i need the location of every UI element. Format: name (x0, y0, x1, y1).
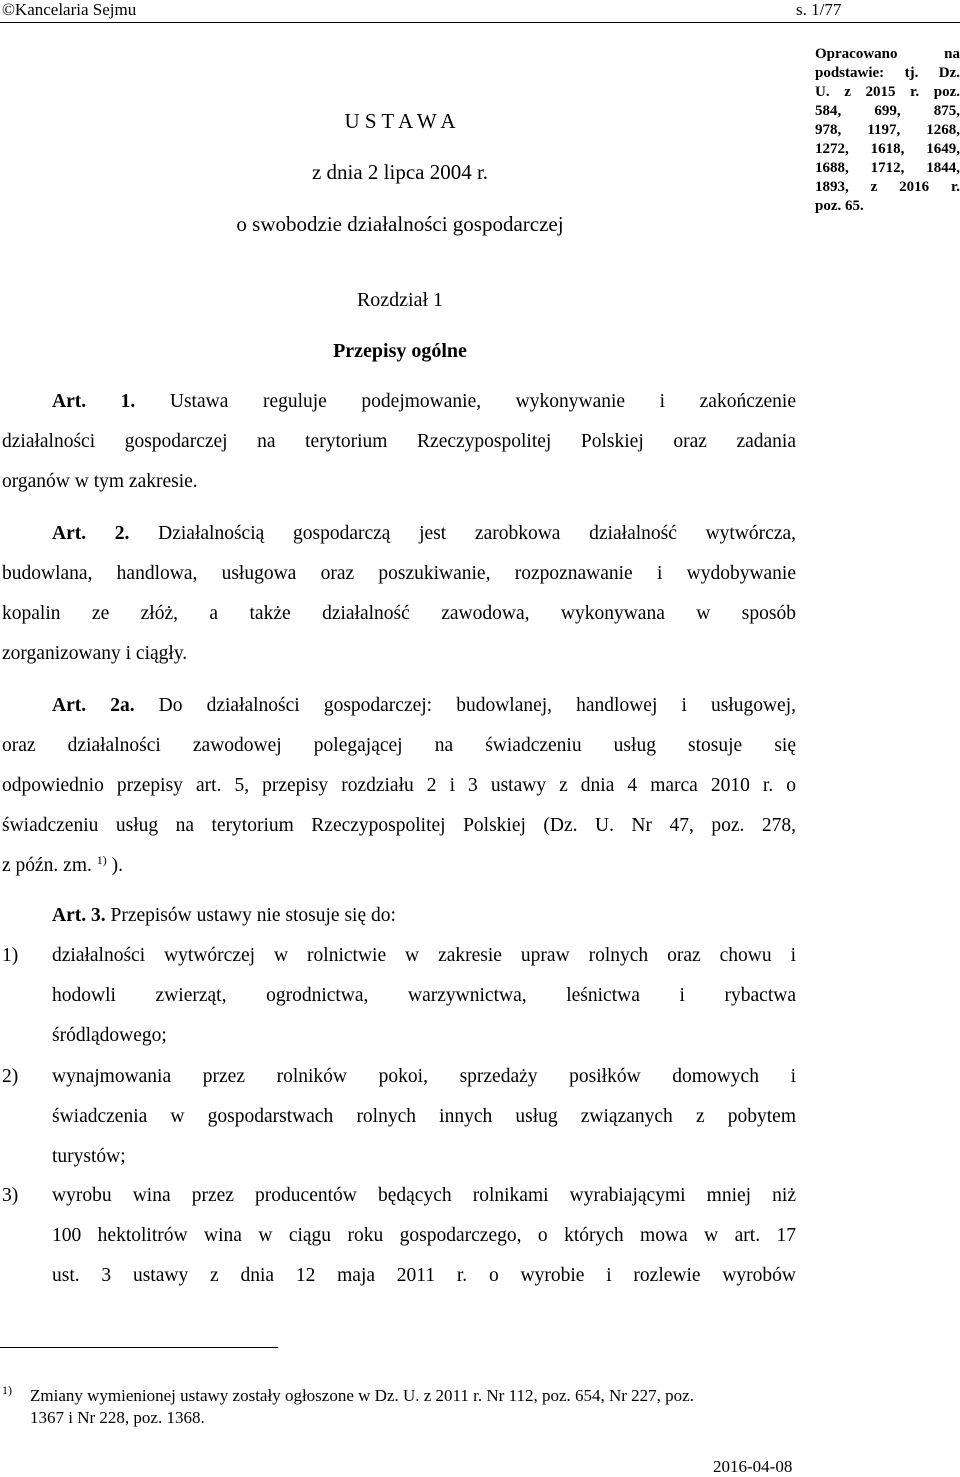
article-1-line: organów w tym zakresie. (2, 471, 198, 492)
article-2a-line: Art. 2a. Do działalności gospodarczej: budowlanej, handlowej i usługowej, (52, 695, 796, 716)
list-item-line: turystów; (52, 1146, 126, 1167)
chapter-number: Rozdział 1 (356, 289, 444, 311)
article-3-intro: Art. 3. Przepisów ustawy nie stosuje się do: (52, 905, 396, 926)
article-2a-line: oraz działalności zawodowej polegającej na świadczeniu usług stosuje się (2, 735, 796, 756)
article-2a-line: z późn. zm. $^{1)}$ ). (2, 853, 124, 876)
article-2a-label: Art. 2a. (52, 695, 135, 716)
list-item-number: 3) (2, 1185, 19, 1206)
note-line: 1272, 1618, 1649, (815, 141, 960, 157)
list-item-line: działalności wytwórczej w rolnictwie w zakresie upraw rolnych oraz chowu i (52, 945, 796, 966)
article-2-line: budowlana, handlowa, usługowa oraz poszukiwanie, rozpoznawanie i wydobywanie (2, 563, 796, 584)
footnote-line: 1367 i Nr 228, poz. 1368. (30, 1408, 205, 1427)
article-1-label: Art. 1. (52, 391, 136, 412)
header-source: ©Kancelaria Sejmu (2, 0, 137, 19)
note-line: poz. 65. (815, 198, 864, 214)
article-1-line: działalności gospodarczej na terytorium Rzeczypospolitej Polskiej oraz zadania (2, 431, 796, 452)
list-item-line: wynajmowania przez rolników pokoi, sprzedaży posiłków domowych i (52, 1066, 796, 1087)
header-divider (0, 22, 960, 23)
footnote-mark: 1) (2, 1383, 12, 1397)
act-subject: o swobodzie działalności gospodarczej (236, 212, 564, 236)
article-2a-line: świadczeniu usług na terytorium Rzeczypospolitej Polskiej (Dz. U. Nr 47, poz. 278, (2, 815, 796, 836)
footer-date: 2016-04-08 (713, 1457, 793, 1476)
article-2-line: Art. 2. Działalnością gospodarczą jest zarobkowa działalność wytwórcza, (52, 523, 797, 544)
list-item-number: 1) (2, 945, 19, 966)
article-1-line: Art. 1. Ustawa reguluje podejmowanie, wykonywanie i zakończenie (52, 391, 796, 412)
list-item-number: 2) (2, 1066, 19, 1087)
article-2-line: kopalin ze złóż, a także działalność zawodowa, wykonywana w sposób (2, 603, 796, 624)
note-line: U. z 2015 r. poz. (815, 84, 960, 100)
act-type: U S T A W A (344, 109, 456, 133)
chapter-title: Przepisy ogólne (333, 340, 467, 362)
footnote-divider (0, 1347, 278, 1348)
note-line: podstawie: tj. Dz. (815, 65, 960, 81)
article-2-label: Art. 2. (52, 523, 130, 544)
footnote-ref[interactable]: 1) (96, 853, 107, 867)
consolidation-note (815, 45, 960, 216)
article-2-line: zorganizowany i ciągły. (2, 643, 188, 664)
list-item-line: śródlądowego; (52, 1025, 167, 1046)
note-line: 1688, 1712, 1844, (815, 160, 960, 176)
note-line: 584, 699, 875, (815, 103, 960, 119)
page-number: s. 1/77 (796, 0, 842, 19)
list-item-line: wyrobu wina przez producentów będących rolnikami wyrabiającymi mniej niż (52, 1185, 796, 1206)
article-3-label: Art. 3. (52, 905, 106, 926)
footnote-line: Zmiany wymienionej ustawy zostały ogłoszone w Dz. U. z 2011 r. Nr 112, poz. 654, Nr 227, poz. (30, 1386, 694, 1405)
list-item-line: ust. 3 ustawy z dnia 12 maja 2011 r. o wyrobie i rozlewie wyrobów (52, 1265, 796, 1286)
note-line: Opracowano na (815, 46, 960, 62)
list-item-line: 100 hektolitrów wina w ciągu roku gospodarczego, o których mowa w art. 17 (52, 1225, 796, 1246)
list-item-line: świadczenia w gospodarstwach rolnych innych usług związanych z pobytem (52, 1106, 796, 1127)
note-line: 1893, z 2016 r. (815, 179, 960, 195)
article-2a-line: odpowiednio przepisy art. 5, przepisy rozdziału 2 i 3 ustawy z dnia 4 marca 2010 r. o (2, 775, 796, 796)
note-line: 978, 1197, 1268, (815, 122, 960, 138)
act-date: z dnia 2 lipca 2004 r. (311, 160, 489, 184)
list-item-line: hodowli zwierząt, ogrodnictwa, warzywnictwa, leśnictwa i rybactwa (52, 985, 796, 1006)
